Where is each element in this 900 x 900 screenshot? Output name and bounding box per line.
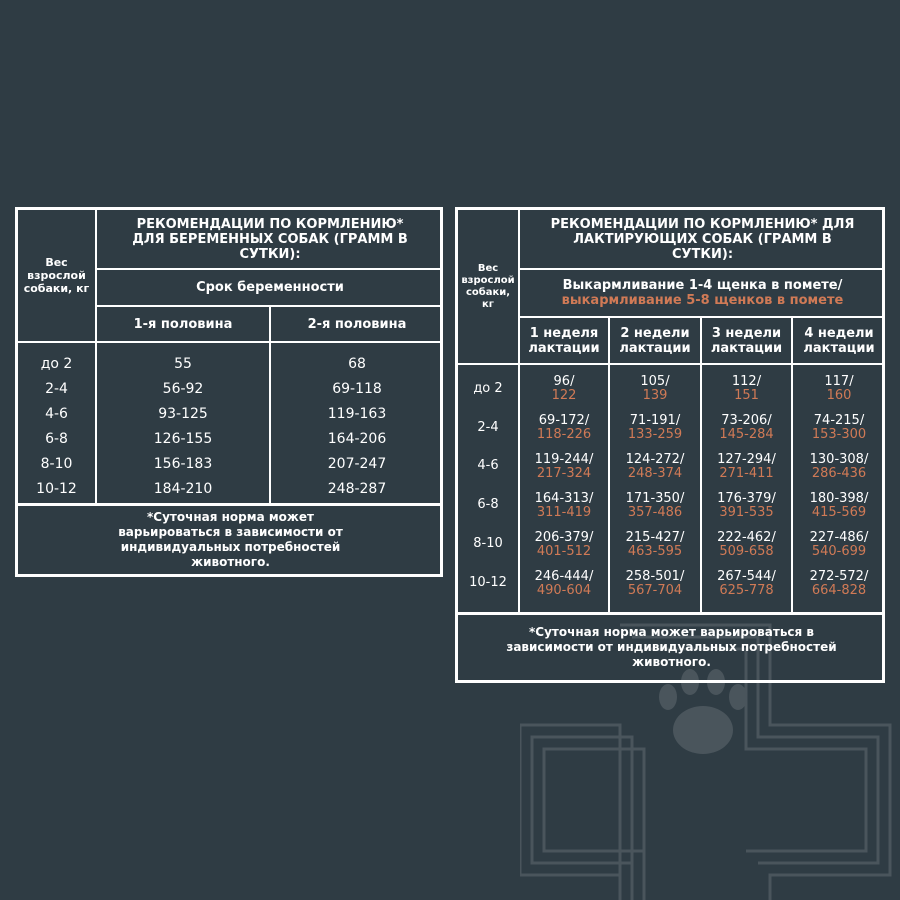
value-cell: 206-379/ 401-512 — [534, 530, 594, 559]
value-cell: 164-313/ 311-419 — [534, 491, 594, 520]
column-week-4: 4 недели лактации — [803, 325, 875, 356]
weight-cell: 2-4 — [477, 419, 499, 435]
value-cell: 56-92 — [162, 380, 204, 397]
value-cell: 73-206/ 145-284 — [719, 413, 774, 442]
value-cell: 156-183 — [153, 455, 213, 472]
value-cell: 164-206 — [327, 430, 387, 447]
weight-cell: 4-6 — [45, 405, 68, 422]
column-week-2: 2 недели лактации — [619, 325, 691, 356]
value-cell: 126-155 — [153, 430, 213, 447]
value-cell: 119-244/ 217-324 — [534, 452, 594, 481]
litter-size-header: Выкармливание 1-4 щенка в помете/ выкармливание 5-8 щенков в помете — [561, 278, 844, 308]
column-week-3: 3 недели лактации — [710, 325, 783, 356]
value-cell: 105/ 139 — [640, 374, 670, 403]
value-cell: 96/ 122 — [551, 374, 577, 403]
value-cell: 207-247 — [327, 455, 387, 472]
weight-cell: до 2 — [473, 380, 503, 396]
column-first-half: 1-я половина — [133, 316, 233, 332]
value-cell: 222-462/ 509-658 — [717, 530, 776, 559]
footnote: *Суточная норма может варьироваться в зависимости от индивидуальных потребностей животного. — [506, 625, 837, 669]
value-cell: 55 — [174, 355, 192, 372]
weight-cell: 8-10 — [473, 535, 503, 551]
value-cell: 127-294/ 271-411 — [717, 452, 776, 481]
value-cell: 130-308/ 286-436 — [809, 452, 869, 481]
value-cell: 267-544/ 625-778 — [717, 569, 776, 598]
weight-cell: 2-4 — [45, 380, 68, 397]
weight-cell: 8-10 — [40, 455, 73, 472]
value-cell: 176-379/ 391-535 — [717, 491, 776, 520]
weight-header: Вес взрослой собаки, кг — [23, 256, 90, 295]
footnote: *Суточная норма может варьироваться в зависимости от индивидуальных потребностей животного. — [118, 510, 343, 569]
value-cell: 248-287 — [327, 480, 387, 497]
value-cell: 180-398/ 415-569 — [809, 491, 869, 520]
table-title: РЕКОМЕНДАЦИИ ПО КОРМЛЕНИЮ* ДЛЯ ЛАКТИРУЮЩИХ СОБАК (ГРАММ В СУТКИ): — [550, 216, 855, 262]
value-cell: 112/ 151 — [731, 374, 762, 403]
value-cell: 69-172/ 118-226 — [536, 413, 592, 442]
value-cell: 272-572/ 664-828 — [809, 569, 869, 598]
weight-cell: 6-8 — [45, 430, 68, 447]
value-cell: 184-210 — [153, 480, 213, 497]
value-cell: 93-125 — [158, 405, 208, 422]
pregnancy-term-header: Срок беременности — [196, 280, 344, 295]
value-cell: 119-163 — [327, 405, 387, 422]
column-week-1: 1 неделя лактации — [528, 325, 600, 356]
value-cell: 171-350/ 357-486 — [625, 491, 685, 520]
weight-cell: 10-12 — [36, 480, 77, 497]
weight-cell: до 2 — [40, 355, 73, 372]
weight-cell: 10-12 — [469, 574, 507, 590]
lactating-feeding-table — [455, 207, 885, 683]
weight-header: Вес взрослой собаки, кг — [461, 262, 515, 310]
value-cell: 74-215/ 153-300 — [811, 413, 867, 442]
table-title: РЕКОМЕНДАЦИИ ПО КОРМЛЕНИЮ* ДЛЯ БЕРЕМЕННЫХ СОБАК (ГРАММ В СУТКИ): — [132, 216, 408, 262]
column-second-half: 2-я половина — [307, 316, 407, 332]
value-cell: 246-444/ 490-604 — [534, 569, 594, 598]
value-cell: 227-486/ 540-699 — [809, 530, 869, 559]
value-cell: 71-191/ 133-259 — [627, 413, 683, 442]
pregnant-feeding-table — [15, 207, 443, 577]
value-cell: 69-118 — [332, 380, 382, 397]
weight-cell: 4-6 — [477, 457, 499, 473]
weight-cell: 6-8 — [477, 496, 499, 512]
value-cell: 124-272/ 248-374 — [625, 452, 685, 481]
value-cell: 117/ 160 — [824, 374, 854, 403]
value-cell: 215-427/ 463-595 — [625, 530, 685, 559]
value-cell: 68 — [348, 355, 366, 372]
value-cell: 258-501/ 567-704 — [625, 569, 685, 598]
